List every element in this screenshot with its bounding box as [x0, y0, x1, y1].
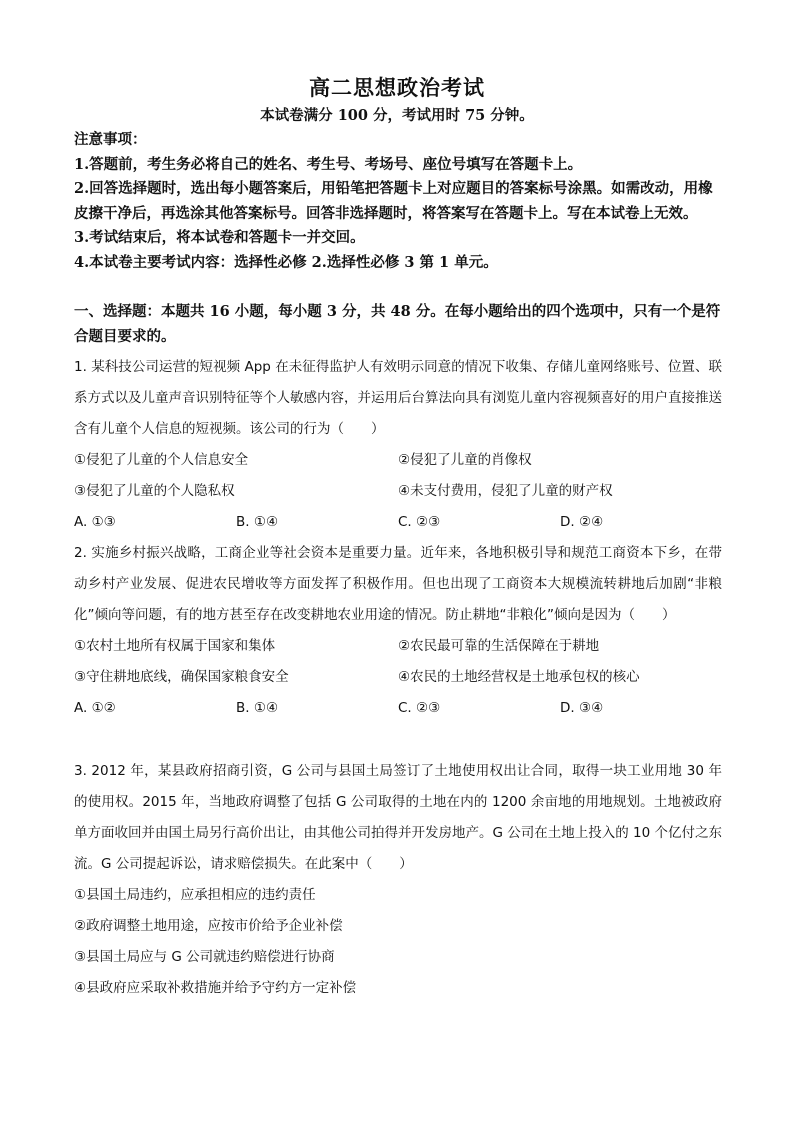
note-item-3: 3.考试结束后，将本试卷和答题卡一并交回。: [74, 229, 365, 246]
notes-heading: 注意事项：: [74, 131, 147, 148]
statement: ④未支付费用，侵犯了儿童的财产权: [398, 483, 613, 499]
statement-row: [74, 631, 722, 662]
option: B. ①④: [236, 514, 279, 530]
statement: ④农民的土地经营权是土地承包权的核心: [398, 669, 640, 685]
notes-block: [74, 128, 722, 275]
page-title: 高二思想政治考试: [309, 75, 485, 100]
statement: ①农村土地所有权属于国家和集体: [74, 638, 276, 654]
statement: ③守住耕地底线，确保国家粮食安全: [74, 669, 289, 685]
note-item-1: 1.答题前，考生务必将自己的姓名、考生号、考场号、座位号填写在答题卡上。: [74, 155, 583, 173]
note-item-4: 4.本试卷主要考试内容：选择性必修 2.选择性必修 3 第 1 单元。: [74, 253, 498, 271]
options-row: [74, 693, 722, 724]
statement: ③县国土局应与 G 公司就违约赔偿进行协商: [74, 949, 335, 965]
question-2: [74, 538, 722, 724]
option: C. ②③: [398, 700, 441, 716]
exam-subtitle: 本试卷满分 100 分，考试用时 75 分钟。: [260, 107, 534, 124]
statement: ②农民最可靠的生活保障在于耕地: [398, 638, 600, 654]
option: A. ①②: [74, 700, 116, 716]
statement-row: [74, 476, 722, 507]
statement: ②政府调整土地用途，应按市价给予企业补偿: [74, 918, 343, 934]
option: A. ①③: [74, 514, 116, 530]
question-stem: 1. 某科技公司运营的短视频 App 在未征得监护人有效明示同意的情况下收集、存储儿童网络账号、位置、联系方式以及儿童声音识别特征等个人敏感内容，并运用后台算法向具有浏览儿童内容视频喜好的用户直接推送含有儿童个人信息的短视频。该公司的行为（ ）: [74, 359, 722, 437]
section-intro: 一、选择题：本题共 16 小题，每小题 3 分，共 48 分。在每小题给出的四个选项中，只有一个是符合题目要求的。: [74, 303, 721, 345]
option: D. ②④: [560, 514, 604, 530]
statement-row: [74, 445, 722, 476]
option: C. ②③: [398, 514, 441, 530]
options-row: [74, 507, 722, 538]
statement: ①侵犯了儿童的个人信息安全: [74, 452, 249, 468]
statement: ③侵犯了儿童的个人隐私权: [74, 483, 235, 499]
note-item-2: 2.回答选择题时，选出每小题答案后，用铅笔把答题卡上对应题目的答案标号涂黑。如需改动，用橡皮擦干净后，再选涂其他答案标号。回答非选择题时，将答案写在答题卡上。写在本试卷上无效。: [74, 180, 713, 222]
statement: ①县国土局违约，应承担相应的违约责任: [74, 887, 316, 903]
question-1: [74, 352, 722, 538]
option: B. ①④: [236, 700, 279, 716]
question-stem: 3. 2012 年，某县政府招商引资，G 公司与县国土局签订了土地使用权出让合同，取得一块工业用地 30 年的使用权。2015 年，当地政府调整了包括 G 公司取得的土地在内的 1200 余亩地的用地规划。土地被政府单方面收回并由国土局另行高价出让，由其他公司拍得并开发房地产。G 公司在土地上投入的 10 个亿付之东流。G 公司提起诉讼，请求赔偿损失。在此案中（ ）: [74, 763, 723, 872]
question-3: [74, 756, 722, 1004]
statement-row: [74, 662, 722, 693]
statement: ②侵犯了儿童的肖像权: [398, 452, 532, 468]
option: D. ③④: [560, 700, 604, 716]
statement: ④县政府应采取补救措施并给予守约方一定补偿: [74, 980, 357, 996]
question-stem: 2. 实施乡村振兴战略，工商企业等社会资本是重要力量。近年来，各地积极引导和规范工商资本下乡，在带动乡村产业发展、促进农民增收等方面发挥了积极作用。但也出现了工商资本大规模流转耕地后加剧“非粮化”倾向等问题，有的地方甚至存在改变耕地农业用途的情况。防止耕地“非粮化”倾向是因为（ ）: [74, 545, 722, 623]
